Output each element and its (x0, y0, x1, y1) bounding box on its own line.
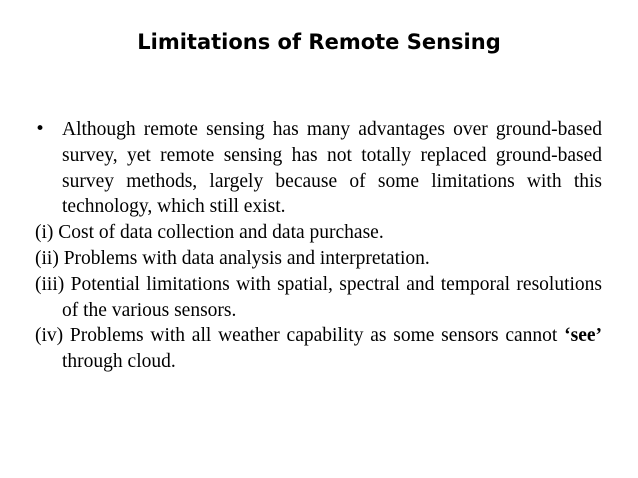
item-iv-emphasis: ‘see’ (564, 325, 602, 347)
item-iv-text-after: through cloud. (62, 351, 176, 373)
bullet-icon: • (35, 119, 46, 139)
bullet-paragraph (35, 117, 602, 220)
limitation-item-iii: (iii) Potential limitations with spatial, spectral and temporal resolutions of the various sensors. (35, 273, 602, 321)
slide-title: Limitations of Remote Sensing (137, 30, 501, 54)
item-iv-text-before: (iv) Problems with all weather capability as some sensors cannot (35, 325, 565, 347)
limitation-item-ii: (ii) Problems with data analysis and interpretation. (35, 247, 430, 269)
slide-body (35, 117, 602, 375)
limitation-item-iv (35, 323, 602, 375)
limitation-item-i: (i) Cost of data collection and data purchase. (35, 222, 384, 244)
intro-text: Although remote sensing has many advantages over ground-based survey, yet remote sensing has not totally replaced ground-based survey methods, largely because of some limitations with this technology, which still exist. (62, 119, 602, 218)
